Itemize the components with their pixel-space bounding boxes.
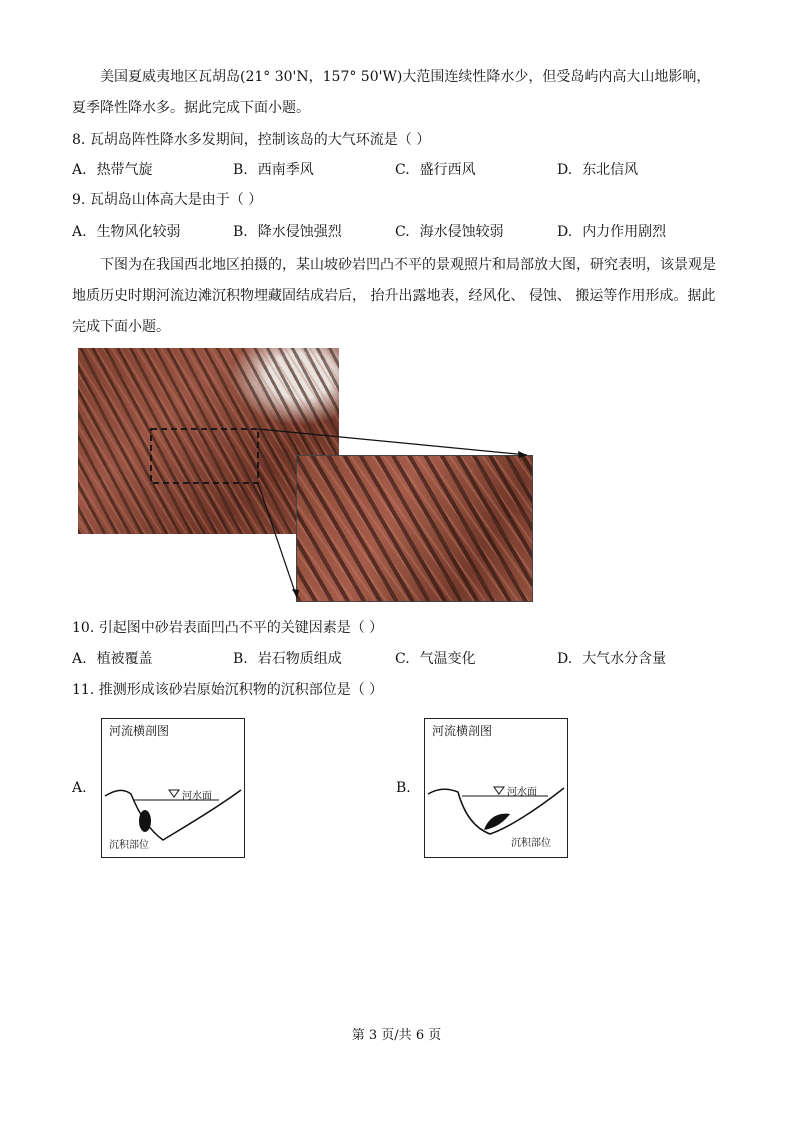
- diagram-a-letter[interactable]: A.: [72, 780, 87, 796]
- intro-paragraph-oahu: 美国夏威夷地区瓦胡岛(21° 30'N，157° 50'W)大范围连续性降水少，但受岛屿内高大山地影响，夏季降性降水多。据此完成下面小题。: [72, 69, 711, 116]
- option-10d[interactable]: D. 大气水分含量: [557, 651, 667, 667]
- question-9: 9. 瓦胡岛山体高大是由于（ ）: [72, 192, 263, 208]
- option-8a[interactable]: A. 热带气旋: [72, 162, 153, 178]
- option-9a[interactable]: A. 生物风化较弱: [72, 224, 181, 240]
- option-9b[interactable]: B. 降水侵蚀强烈: [233, 224, 342, 240]
- diagram-a-deposit-label: 沉积部位: [109, 840, 149, 851]
- river-cross-section-a[interactable]: [101, 718, 245, 858]
- option-10a[interactable]: A. 植被覆盖: [72, 651, 153, 667]
- page-footer: 第 3 页/共 6 页: [351, 1028, 442, 1043]
- question-8-options: [72, 160, 732, 180]
- question-8: 8. 瓦胡岛阵性降水多发期间，控制该岛的大气环流是（ ）: [72, 132, 431, 148]
- intro-paragraph-sandstone: 下图为在我国西北地区拍摄的，某山坡砂岩凹凸不平的景观照片和局部放大图，研究表明，该景观是地质历史时期河流边滩沉积物埋藏固结成岩后， 抬升出露地表，经风化、 侵蚀、 搬运等作用形成。据此完成下面小题。: [72, 257, 716, 335]
- diagram-a-title: 河流横剖图: [109, 724, 170, 738]
- diagram-b-water-label: 河水面: [507, 787, 537, 798]
- diagram-b-letter[interactable]: B.: [396, 780, 411, 796]
- option-8b[interactable]: B. 西南季风: [233, 162, 314, 178]
- option-9d[interactable]: D. 内力作用剧烈: [557, 224, 667, 240]
- question-10: 10. 引起图中砂岩表面凹凸不平的关键因素是（ ）: [72, 620, 384, 636]
- option-8d[interactable]: D. 东北信风: [557, 162, 639, 178]
- question-9-options: [72, 222, 732, 242]
- question-11: 11. 推测形成该砂岩原始沉积物的沉积部位是（ ）: [72, 682, 384, 698]
- diagram-a-water-label: 河水面: [182, 791, 212, 802]
- river-cross-section-b[interactable]: [424, 718, 568, 858]
- option-9c[interactable]: C. 海水侵蚀较弱: [395, 224, 504, 240]
- option-10c[interactable]: C. 气温变化: [395, 651, 476, 667]
- diagram-b-deposit-label: 沉积部位: [511, 838, 551, 849]
- option-10b[interactable]: B. 岩石物质组成: [233, 651, 342, 667]
- question-10-options: [72, 649, 732, 669]
- option-8c[interactable]: C. 盛行西风: [395, 162, 476, 178]
- diagram-b-title: 河流横剖图: [432, 724, 493, 738]
- sandstone-zoom-photo: [296, 455, 533, 602]
